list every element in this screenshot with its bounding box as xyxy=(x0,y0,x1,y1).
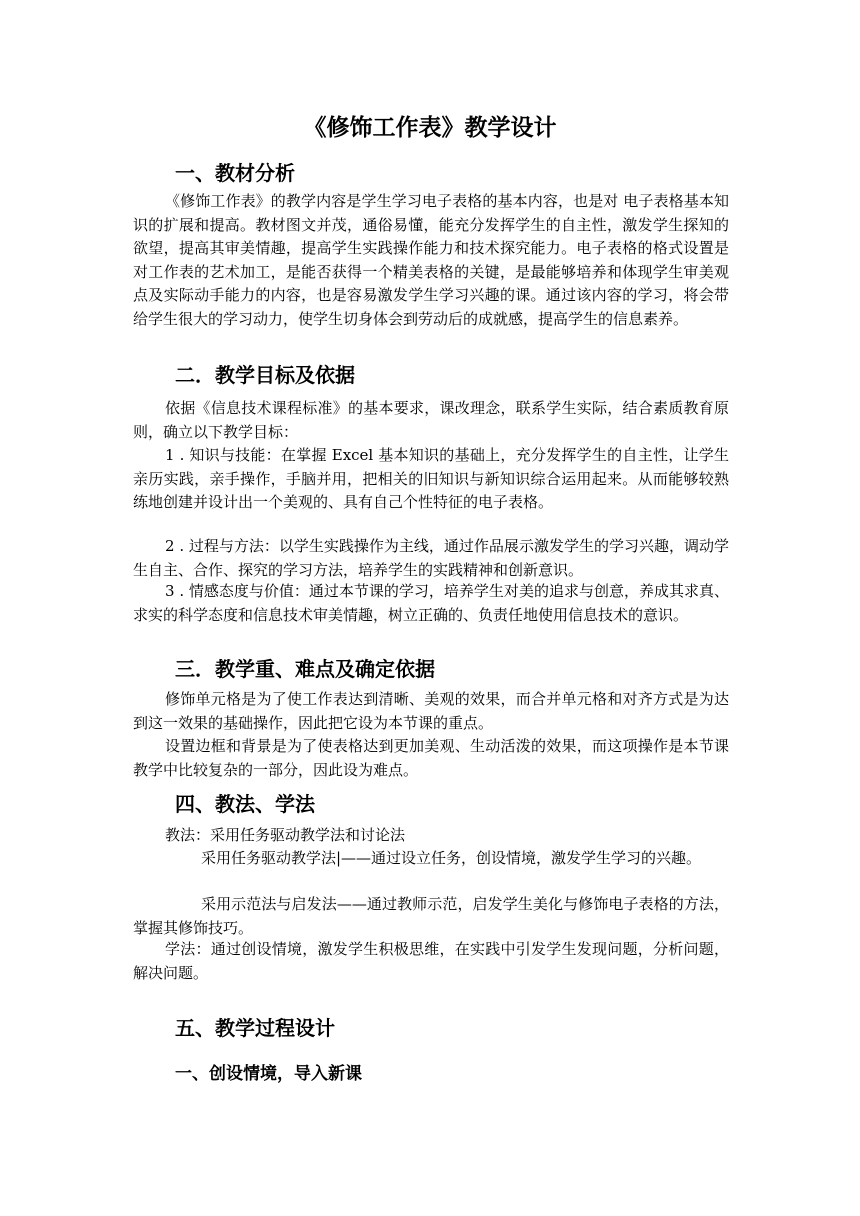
subheading-create-situation: 一、创设情境，导入新课 xyxy=(175,1064,362,1084)
paragraph-task-driven: 采用任务驱动教学法|——通过设立任务，创设情境，激发学生学习的兴趣。 xyxy=(201,849,702,867)
heading-teaching-process: 五、教学过程设计 xyxy=(175,1016,335,1040)
heading-key-difficult-points: 三．教学重、难点及确定依据 xyxy=(175,657,435,681)
paragraph-textbook-analysis: 《修饰工作表》的教学内容是学生学习电子表格的基本内容，也是对 电子表格基本知识的扩展和提高。教材图文并茂，通俗易懂，能充分发挥学生的自主性，激发学生探知的欲望，提高其审美情趣，提高学生实践操作能力和技术探究能力。电子表格的格式设置是对工作表的艺术加工，是能否获得一个精美表格的关键，是最能够培养和体现学生审美观点及实际动手能力的内容，也是容易激发学生学习兴趣的课。通过该内容的学习，将会带给学生很大的学习动力，使学生切身体会到劳动后的成就感，提高学生的信息素养。 xyxy=(133,192,729,328)
paragraph-teaching-method: 教法：采用任务驱动教学法和讨论法 xyxy=(165,826,406,844)
heading-textbook-analysis: 一、教材分析 xyxy=(175,161,295,185)
paragraph-objective-process: 2 . 过程与方法：以学生实践操作为主线，通过作品展示激发学生的学习兴趣，调动学生自主、合作、探究的学习方法，培养学生的实践精神和创新意识。 xyxy=(133,537,729,579)
paragraph-objective-emotion: 3 . 情感态度与价值：通过本节课的学习，培养学生对美的追求与创意，养成其求真、求实的科学态度和信息技术审美情趣，树立正确的、负责任地使用信息技术的意识。 xyxy=(133,582,729,624)
paragraph-key-point: 修饰单元格是为了使工作表达到清晰、美观的效果，而合并单元格和对齐方式是为达到这一效果的基础操作，因此把它设为本节课的重点。 xyxy=(133,690,729,732)
paragraph-demonstration: 采用示范法与启发法——通过教师示范，启发学生美化与修饰电子表格的方法，掌握其修饰技巧。 xyxy=(133,895,729,937)
paragraph-difficult-point: 设置边框和背景是为了使表格达到更加美观、生动活泼的效果，而这项操作是本节课教学中比较复杂的一部分，因此设为难点。 xyxy=(133,737,729,779)
heading-methods: 四、教法、学法 xyxy=(175,792,315,816)
heading-teaching-objectives: 二．教学目标及依据 xyxy=(175,363,355,387)
paragraph-objective-knowledge: 1 . 知识与技能：在掌握 Excel 基本知识的基础上，充分发挥学生的自主性，让学生亲历实践，亲手操作，手脑并用，把相关的旧知识与新知识综合运用起来。从而能够较熟练地创建并设计出一个美观的、具有自己个性特征的电子表格。 xyxy=(133,446,729,511)
paragraph-learning-method: 学法：通过创设情境，激发学生积极思维，在实践中引发学生发现问题，分析问题，解决问题。 xyxy=(133,940,729,982)
paragraph-objectives-intro: 依据《信息技术课程标准》的基本要求，课改理念，联系学生实际，结合素质教育原则，确立以下教学目标： xyxy=(133,399,729,441)
page-title: 《修饰工作表》教学设计 xyxy=(303,115,557,141)
